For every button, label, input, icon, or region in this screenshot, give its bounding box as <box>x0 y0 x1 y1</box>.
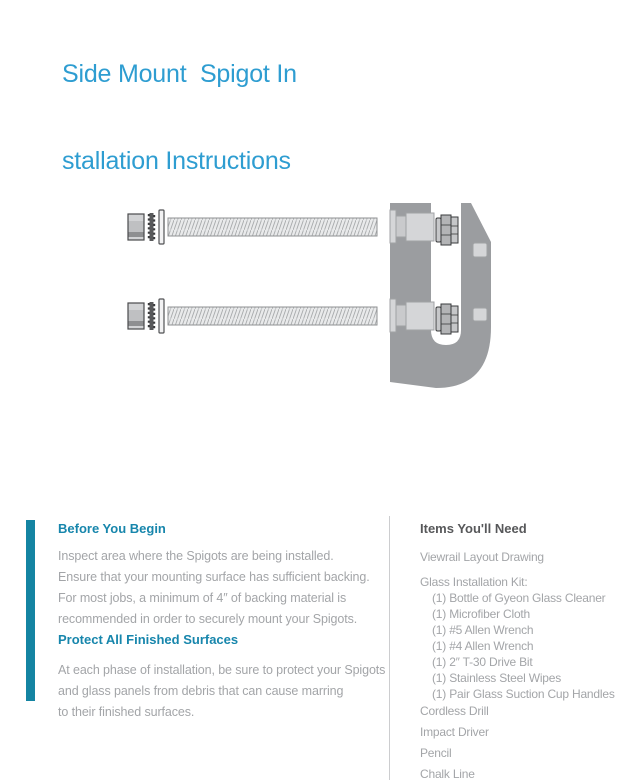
bolt-assembly-top <box>128 210 377 244</box>
list-item: Impact Driver <box>420 725 489 739</box>
threaded-rod-icon <box>168 307 377 325</box>
list-item: Viewrail Layout Drawing <box>420 550 544 564</box>
mounting-nut-icon <box>128 303 144 329</box>
list-item: (1) 2″ T-30 Drive Bit <box>432 655 533 669</box>
page-title-line-2: stallation Instructions <box>62 147 291 175</box>
accent-bar <box>26 520 35 701</box>
list-item: (1) Microfiber Cloth <box>432 607 531 621</box>
protect-surfaces-text <box>58 660 385 723</box>
paragraph-line: Inspect area where the Spigots are being installed. <box>58 549 334 563</box>
list-item: Chalk Line <box>420 767 475 781</box>
paragraph-line: Ensure that your mounting surface has sufficient backing. <box>58 570 370 584</box>
spigot-hardware-diagram <box>118 190 498 400</box>
hex-fitting-top <box>436 215 458 245</box>
list-item: (1) Stainless Steel Wipes <box>432 671 562 685</box>
before-you-begin-text <box>58 546 370 630</box>
glass-set-pad-bottom <box>473 308 487 321</box>
bolt-assembly-bottom <box>128 299 377 333</box>
list-item: (1) #4 Allen Wrench <box>432 639 534 653</box>
paragraph-line: to their finished surfaces. <box>58 705 195 719</box>
column-divider <box>389 516 390 780</box>
list-item: Cordless Drill <box>420 704 489 718</box>
paragraph-line: recommended in order to securely mount your Spigots. <box>58 612 358 626</box>
paragraph-line: At each phase of installation, be sure to protect your Spigots <box>58 663 386 677</box>
page-title-line-1: Side Mount Spigot In <box>62 60 297 88</box>
list-item: (1) #5 Allen Wrench <box>432 623 534 637</box>
flat-washer-icon <box>159 299 164 333</box>
items-list <box>420 537 620 782</box>
items-youll-need-heading: Items You'll Need <box>420 521 527 536</box>
flat-washer-icon <box>159 210 164 244</box>
hex-fitting-bottom <box>436 304 458 334</box>
list-item: (1) Pair Glass Suction Cup Handles <box>432 687 615 701</box>
list-item: (1) Bottle of Gyeon Glass Cleaner <box>432 591 606 605</box>
threaded-rod-icon <box>168 218 377 236</box>
page-title <box>62 2 297 205</box>
mounting-nut-icon <box>128 214 144 240</box>
protect-surfaces-heading: Protect All Finished Surfaces <box>58 632 239 647</box>
lock-washer-icon <box>149 213 154 241</box>
before-you-begin-heading: Before You Begin <box>58 521 166 536</box>
paragraph-line: and glass panels from debris that can cause marring <box>58 684 344 698</box>
lock-washer-icon <box>149 302 154 330</box>
glass-set-pad-top <box>473 243 487 257</box>
list-item: Glass Installation Kit: <box>420 575 528 589</box>
paragraph-line: For most jobs, a minimum of 4″ of backing material is <box>58 591 347 605</box>
list-item: Pencil <box>420 746 452 760</box>
